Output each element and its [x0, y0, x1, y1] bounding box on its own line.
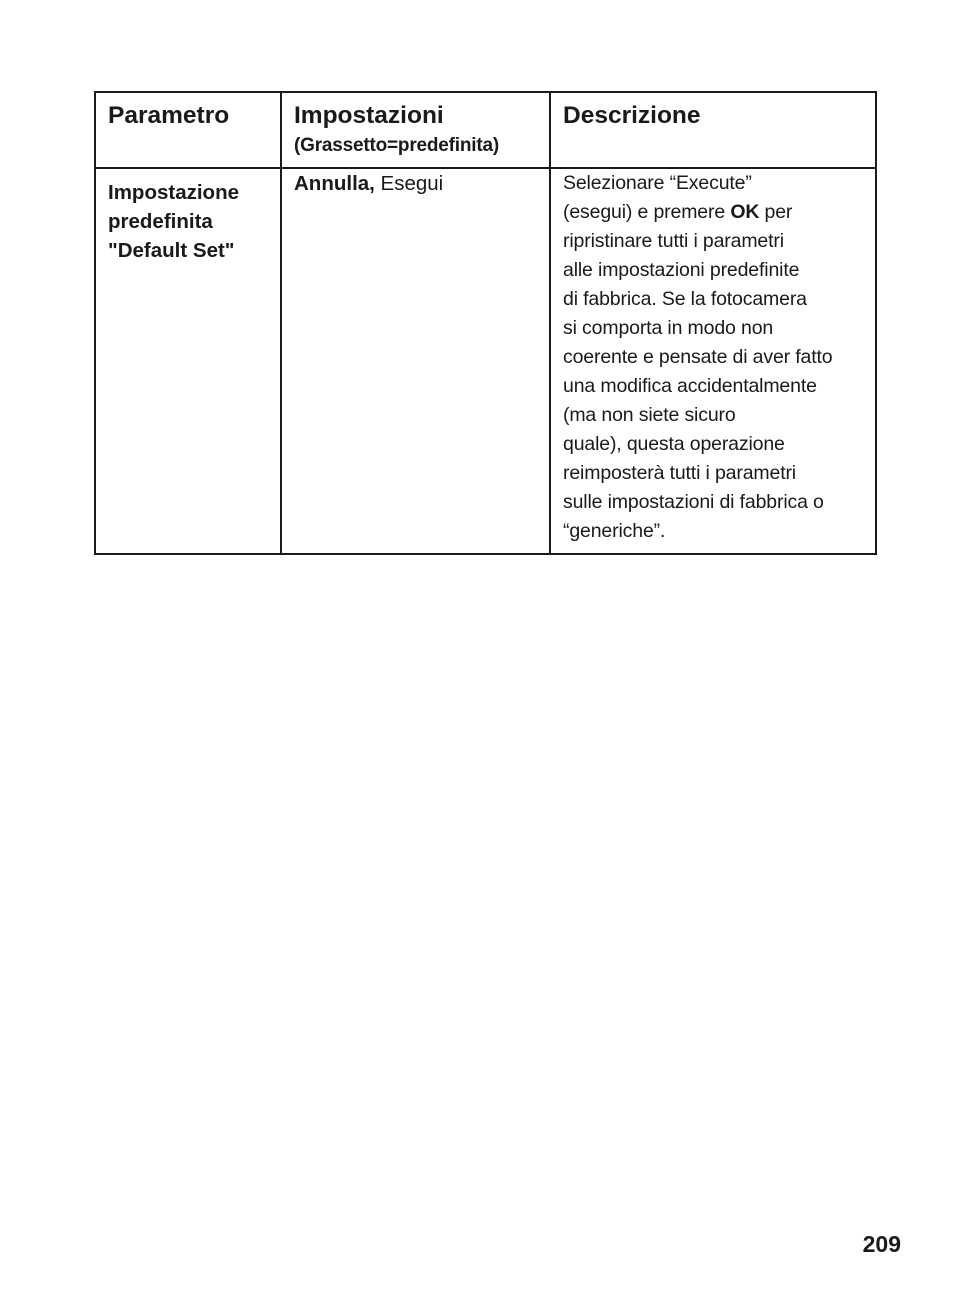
- desc-line: reimposterà tutti i parametri: [563, 462, 796, 484]
- header-impostazioni-label: Impostazioni: [294, 102, 444, 129]
- desc-text: per: [759, 201, 793, 223]
- cell-descrizione: [550, 168, 876, 554]
- parametro-line: predefinita: [108, 210, 213, 233]
- parametro-line: "Default Set": [108, 239, 235, 262]
- desc-line: sulle impostazioni di fabbrica o: [563, 491, 824, 513]
- header-descrizione-label: Descrizione: [563, 102, 701, 129]
- settings-table: [94, 91, 877, 555]
- desc-line: coerente e pensate di aver fatto: [563, 346, 833, 368]
- header-impostazioni-note: (Grassetto=predefinita): [294, 135, 499, 156]
- table-row: [95, 168, 876, 554]
- desc-line: (ma non siete sicuro: [563, 404, 736, 426]
- setting-other-value: Esegui: [374, 172, 444, 195]
- table-header-row: [95, 92, 876, 168]
- cell-parametro: [95, 168, 281, 554]
- desc-line: quale), questa operazione: [563, 433, 785, 455]
- desc-line: una modifica accidentalmente: [563, 375, 817, 397]
- desc-line: [563, 198, 863, 227]
- desc-line: alle impostazioni predefinite: [563, 259, 800, 281]
- desc-line: “generiche”.: [563, 520, 666, 542]
- parametro-line: Impostazione: [108, 181, 239, 204]
- ok-key-label: OK: [730, 201, 760, 223]
- header-parametro: [95, 92, 281, 168]
- desc-line: Selezionare “Execute”: [563, 172, 752, 194]
- header-parametro-label: Parametro: [108, 102, 230, 129]
- setting-default-value: Annulla,: [294, 172, 375, 195]
- cell-impostazioni: [281, 168, 550, 554]
- desc-line: si comporta in modo non: [563, 317, 774, 339]
- desc-line: di fabbrica. Se la fotocamera: [563, 288, 807, 310]
- header-descrizione: [550, 92, 876, 168]
- desc-line: ripristinare tutti i parametri: [563, 230, 784, 252]
- desc-text: (esegui) e premere: [563, 201, 731, 223]
- page-number: 209: [862, 1231, 901, 1257]
- header-impostazioni: [281, 92, 550, 168]
